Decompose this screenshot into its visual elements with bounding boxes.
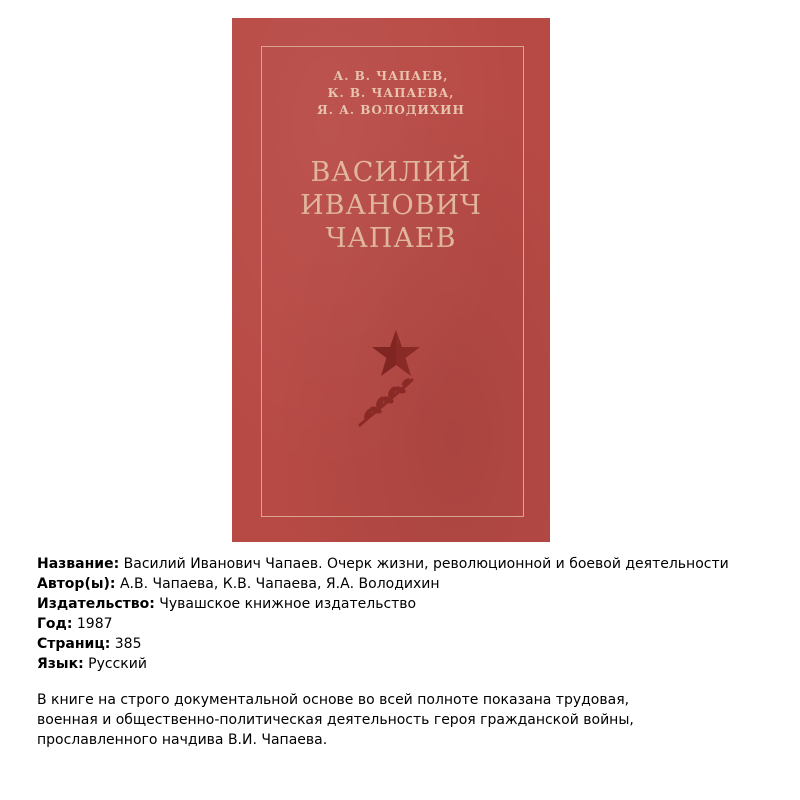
description-line: прославленного начдива В.И. Чапаева. — [37, 732, 328, 748]
cover-author-line: Я. А. ВОЛОДИХИН — [317, 103, 465, 117]
cover-author-line: А. В. ЧАПАЕВ, — [333, 69, 449, 83]
info-row-publisher — [37, 594, 729, 614]
info-value: 1987 — [72, 616, 113, 632]
info-label: Язык: — [37, 656, 84, 672]
cover-authors — [232, 68, 550, 119]
info-value: Чувашское книжное издательство — [154, 596, 417, 612]
info-row-language — [37, 654, 729, 674]
info-row-authors — [37, 574, 729, 594]
info-row-pages — [37, 634, 729, 654]
info-label: Страниц: — [37, 636, 111, 652]
info-row-title — [37, 554, 729, 574]
info-row-year — [37, 614, 729, 634]
info-value: А.В. Чапаева, К.В. Чапаева, Я.А. Володихин — [115, 576, 440, 592]
book-cover-image — [232, 18, 550, 542]
info-label: Название: — [37, 556, 120, 572]
cover-title-line: ИВАНОВИЧ — [300, 190, 482, 221]
book-description — [37, 690, 717, 750]
description-line: военная и общественно-политическая деятельность героя гражданской войны, — [37, 712, 634, 728]
laurel-branch-icon — [350, 370, 420, 430]
info-label: Автор(ы): — [37, 576, 116, 592]
book-info — [37, 554, 729, 674]
cover-title-line: ЧАПАЕВ — [325, 223, 457, 254]
cover-title — [232, 156, 550, 255]
info-value: 385 — [110, 636, 142, 652]
info-label: Издательство: — [37, 596, 155, 612]
cover-title-line: ВАСИЛИЙ — [310, 157, 472, 188]
description-line: В книге на строго документальной основе во всей полноте показана трудовая, — [37, 692, 630, 708]
info-value: Русский — [83, 656, 147, 672]
info-value: Василий Иванович Чапаев. Очерк жизни, революционной и боевой деятельности — [119, 556, 729, 572]
info-label: Год: — [37, 616, 73, 632]
cover-author-line: К. В. ЧАПАЕВА, — [327, 86, 455, 100]
